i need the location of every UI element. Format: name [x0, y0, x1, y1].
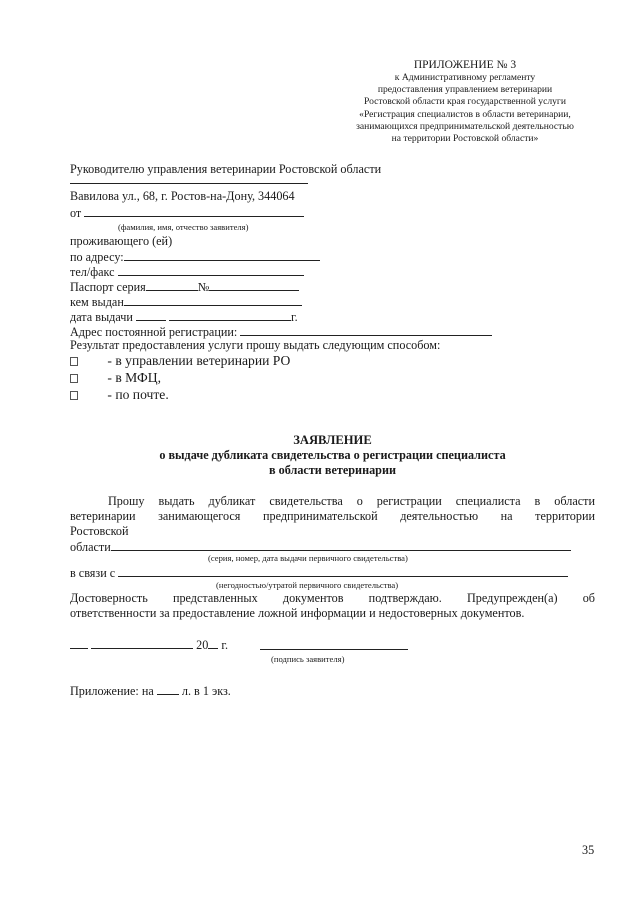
- date-year-prefix: 20: [196, 638, 209, 652]
- due-to-label: в связи с: [70, 566, 116, 580]
- passport-number-label: №: [197, 280, 210, 294]
- phone-field[interactable]: [118, 264, 304, 276]
- appendix-line: к Административному регламенту: [394, 72, 536, 83]
- request-paragraph-line: Прошу выдать дубликат свидетельства о регистрации специалиста в области: [108, 494, 595, 508]
- passport-series-field[interactable]: [146, 279, 198, 291]
- confirmation-paragraph-line: ответственности за предоставление ложной информации и недостоверных документов.: [70, 606, 525, 620]
- attachment-row: [70, 683, 231, 699]
- issued-by-row: [70, 294, 302, 310]
- statement-subtitle: в области ветеринарии: [268, 463, 397, 477]
- attachment-pages-field[interactable]: [157, 683, 179, 695]
- passport-row: [70, 279, 299, 295]
- passport-number-field[interactable]: [209, 279, 299, 291]
- option-label: - по почте.: [107, 387, 169, 402]
- passport-series-label: Паспорт серия: [70, 280, 146, 294]
- address-row: [70, 249, 320, 265]
- from-field[interactable]: [84, 205, 304, 217]
- issue-date-month-year-field[interactable]: [169, 309, 291, 321]
- confirmation-paragraph-line: Достоверность представленных документов подтверждаю. Предупрежден(а) об: [70, 591, 595, 605]
- option-label: - в управлении ветеринарии РО: [107, 353, 291, 368]
- page-number: 35: [582, 843, 595, 857]
- attachment-suffix: л. в 1 экз.: [181, 684, 231, 698]
- date-row: [70, 637, 228, 653]
- statement-subtitle: о выдаче дубликата свидетельства о регистрации специалиста: [159, 448, 506, 462]
- due-to-hint: (негодностью/утратой первичного свидетельства): [216, 580, 399, 590]
- result-label: Результат предоставления услуги прошу выдать следующим способом:: [70, 338, 441, 352]
- issue-date-suffix: г.: [291, 310, 298, 324]
- date-suffix: г.: [221, 638, 228, 652]
- oblasti-label: области: [70, 540, 111, 554]
- signature-field[interactable]: [260, 649, 408, 650]
- appendix-title: ПРИЛОЖЕНИЕ № 3: [413, 59, 517, 71]
- address-field[interactable]: [124, 249, 320, 261]
- date-day-field[interactable]: [70, 637, 88, 649]
- appendix-line: предоставления управлением ветеринарии: [377, 84, 553, 96]
- issue-date-label: дата выдачи: [70, 310, 133, 324]
- attachment-prefix: Приложение: на: [70, 684, 154, 698]
- option-label: - в МФЦ,: [107, 370, 162, 385]
- from-label: от: [70, 206, 82, 220]
- certificate-details-hint: (серия, номер, дата выдачи первичного свидетельства): [208, 553, 408, 563]
- date-year-field[interactable]: [208, 637, 218, 649]
- residing-label: проживающего (ей): [70, 234, 173, 248]
- registration-label: Адрес постоянной регистрации:: [70, 325, 238, 339]
- request-paragraph-line: Ростовской: [70, 524, 129, 538]
- date-month-field[interactable]: [91, 637, 193, 649]
- from-hint: (фамилия, имя, отчество заявителя): [118, 222, 249, 232]
- addressee-blank-line: [70, 183, 308, 184]
- appendix-line: Ростовской области края государственной услуги: [364, 96, 566, 108]
- signature-hint: (подпись заявителя): [271, 654, 345, 664]
- issue-date-day-field[interactable]: [136, 309, 166, 321]
- address-label: по адресу:: [70, 250, 124, 264]
- certificate-details-field[interactable]: [111, 539, 571, 551]
- option-row: [70, 370, 161, 386]
- appendix-line: занимающихся предпринимательской деятельностью: [356, 120, 574, 132]
- phone-row: [70, 264, 304, 280]
- checkbox-icon[interactable]: [70, 391, 78, 400]
- option-row: [70, 353, 290, 369]
- appendix-line: на территории Ростовской области»: [391, 133, 539, 145]
- option-row: [70, 387, 169, 403]
- addressee-address: Вавилова ул., 68, г. Ростов-на-Дону, 344064: [70, 189, 295, 203]
- due-to-row: [70, 565, 568, 581]
- statement-title: ЗАЯВЛЕНИЕ: [293, 433, 372, 447]
- checkbox-icon[interactable]: [70, 357, 78, 366]
- appendix-line: «Регистрация специалистов в области ветеринарии,: [359, 108, 571, 120]
- due-to-field[interactable]: [118, 565, 568, 577]
- checkbox-icon[interactable]: [70, 374, 78, 383]
- request-paragraph-line: ветеринарии занимающегося предпринимательской деятельностью на территории: [70, 509, 595, 523]
- issue-date-row: [70, 309, 298, 325]
- phone-label: тел/факс: [70, 265, 115, 279]
- from-row: [70, 205, 304, 221]
- registration-field[interactable]: [240, 324, 492, 336]
- addressee-head: Руководителю управления ветеринарии Ростовской области: [70, 162, 382, 176]
- issued-by-field[interactable]: [124, 294, 302, 306]
- issued-by-label: кем выдан: [70, 295, 124, 309]
- appendix-block: [330, 58, 600, 145]
